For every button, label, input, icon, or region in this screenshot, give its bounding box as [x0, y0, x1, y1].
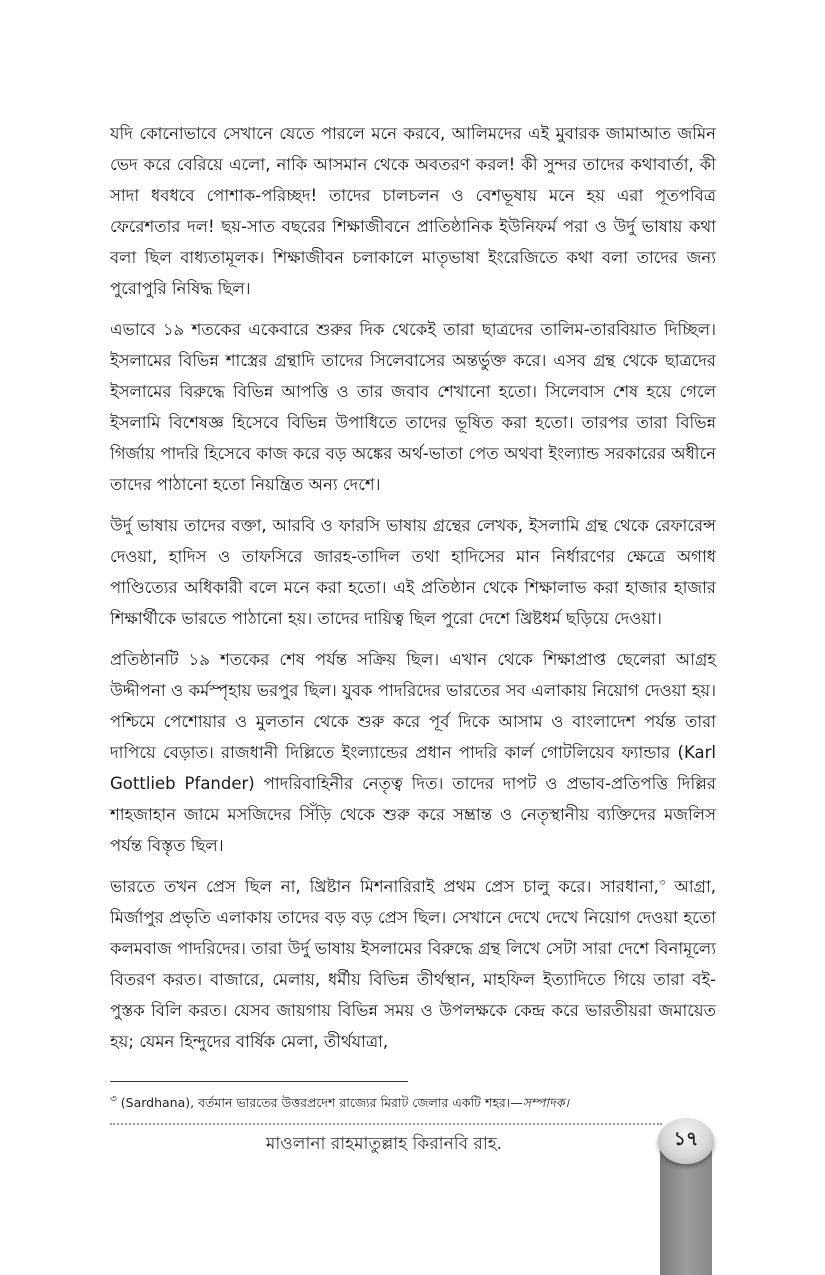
paragraph-5 — [110, 871, 716, 1057]
footnote — [110, 1090, 716, 1112]
footer-dotted-rule — [110, 1123, 662, 1125]
running-footer-title: মাওলানা রাহমাতুল্লাহ কিরানবি রাহ. — [265, 1134, 503, 1154]
body-text — [110, 118, 716, 1067]
footnote-mark: ৩ — [110, 1093, 117, 1105]
footnote-separator — [110, 1081, 408, 1082]
paragraph-5-after-note: আগ্রা, মির্জাপুর প্রভৃতি এলাকায় তাদের বড় বড় প্রেস ছিল। সেখানে দেখে দেখে নিয়োগ দেওয়া হতো কলমবাজ পাদরিদের। তারা উর্দু ভাষায় ইসলামের বিরুদ্ধে গ্রন্থ লিখে সেটা সারা দেশে বিনামূল্যে বিতরণ করত। বাজারে, মেলায়, ধর্মীয় বিভিন্ন তীর্থস্থান, মাহফিল ইত্যাদিতে গিয়ে তারা বই-পুস্তক বিলি করত। যেসব জায়গায় বিভিন্ন সময় ও উপলক্ষকে কেন্দ্র করে ভারতীয়রা জমায়েত হয়; যেমন হিন্দুদের বার্ষিক মেলা, তীর্থযাত্রা, — [110, 877, 716, 1051]
paragraph-2: এভাবে ১৯ শতকের একেবারে শুরুর দিক থেকেই তারা ছাত্রদের তালিম-তারবিয়াত দিচ্ছিল। ইসলামের বিভিন্ন শাস্ত্রের গ্রন্থাদি তাদের সিলেবাসের অন্তর্ভুক্ত করে। এসব গ্রন্থ থেকে ছাত্রদের ইসলামের বিরুদ্ধে বিভিন্ন আপত্তি ও তার জবাব শেখানো হতো। সিলেবাস শেষ হয়ে গেলে ইসলামি বিশেষজ্ঞ হিসেবে বিভিন্ন উপাধিতে তাদের ভূষিত করা হতো। তারপর তারা বিভিন্ন গির্জায় পাদরি হিসেবে কাজ করে বড় অঙ্কের অর্থ-ভাতা পেত অথবা ইংল্যান্ড সরকারের অধীনে তাদের পাঠানো হতো নিয়ন্ত্রিত অন্য দেশে। — [110, 320, 716, 494]
page-number: ১৭ — [658, 1118, 714, 1164]
paragraph-4: প্রতিষ্ঠানটি ১৯ শতকের শেষ পর্যন্ত সক্রিয় ছিল। এখান থেকে শিক্ষাপ্রাপ্ত ছেলেরা আগ্রহ উদ্দীপনা ও কর্মস্পৃহায় ভরপুর ছিল। যুবক পাদরিদের ভারতের সব এলাকায় নিয়োগ দেওয়া হয়। পশ্চিমে পেশোয়ার ও মুলতান থেকে শুরু করে পূর্ব দিকে আসাম ও বাংলাদেশ পর্যন্ত তারা দাপিয়ে বেড়াত। রাজধানী দিল্লিতে ইংল্যান্ডের প্রধান পাদরি কার্ল গোটলিয়েব ফ্যান্ডার (Karl Gottlieb Pfander) পাদরিবাহিনীর নেতৃত্ব দিত। তাদের দাপট ও প্রভাব-প্রতিপত্তি দিল্লির শাহজাহান জামে মসজিদের সিঁড়ি থেকে শুরু করে সম্ভ্রান্ত ও নেতৃস্থানীয় ব্যক্তিদের মজলিস পর্যন্ত বিস্তৃত ছিল। — [110, 650, 716, 855]
paragraph-1: যদি কোনোভাবে সেখানে যেতে পারলে মনে করবে, আলিমদের এই মুবারক জামাআত জমিন ভেদ করে বেরিয়ে এলো, নাকি আসমান থেকে অবতরণ করল! কী সুন্দর তাদের কথাবার্তা, কী সাদা ধবধবে পোশাক-পরিচ্ছদ! তাদের চালচলন ও বেশভূষায় মনে হয় এরা পূতপবিত্র ফেরেশতার দল! ছয়-সাত বছরের শিক্ষাজীবনে প্রাতিষ্ঠানিক ইউনিফর্ম পরা ও উর্দু ভাষায় কথা বলা ছিল বাধ্যতামূলক। শিক্ষাজীবন চলাকালে মাতৃভাষা ইংরেজিতে কথা বলা তাদের জন্য পুরোপুরি নিষিদ্ধ ছিল। — [110, 124, 716, 298]
footnote-editor: সম্পাদক। — [522, 1095, 569, 1111]
footnote-text: (Sardhana), বর্তমান ভারতের উত্তরপ্রদেশ রাজ্যের মিরাট জেলার একটি শহর।— — [116, 1095, 523, 1111]
footnote-reference[interactable]: ৩ — [658, 877, 666, 889]
paragraph-5-before-note: ভারতে তখন প্রেস ছিল না, খ্রিষ্টান মিশনারিরাই প্রথম প্রেস চালু করে। সারধানা, — [110, 877, 659, 896]
paragraph-3: উর্দু ভাষায় তাদের বক্তা, আরবি ও ফারসি ভাষায় গ্রন্থের লেখক, ইসলামি গ্রন্থ থেকে রেফারেন্স দেওয়া, হাদিস ও তাফসিরে জারহ-তাদিল তথা হাদিসের মান নির্ধারণের ক্ষেত্রে অগাধ পাণ্ডিত্যের অধিকারী বলে মনে করা হতো। এই প্রতিষ্ঠান থেকে শিক্ষালাভ করা হাজার হাজার শিক্ষার্থীকে ভারতে পাঠানো হয়। তাদের দায়িত্ব ছিল পুরো দেশে খ্রিষ্টধর্ম ছড়িয়ে দেওয়া। — [110, 516, 716, 628]
